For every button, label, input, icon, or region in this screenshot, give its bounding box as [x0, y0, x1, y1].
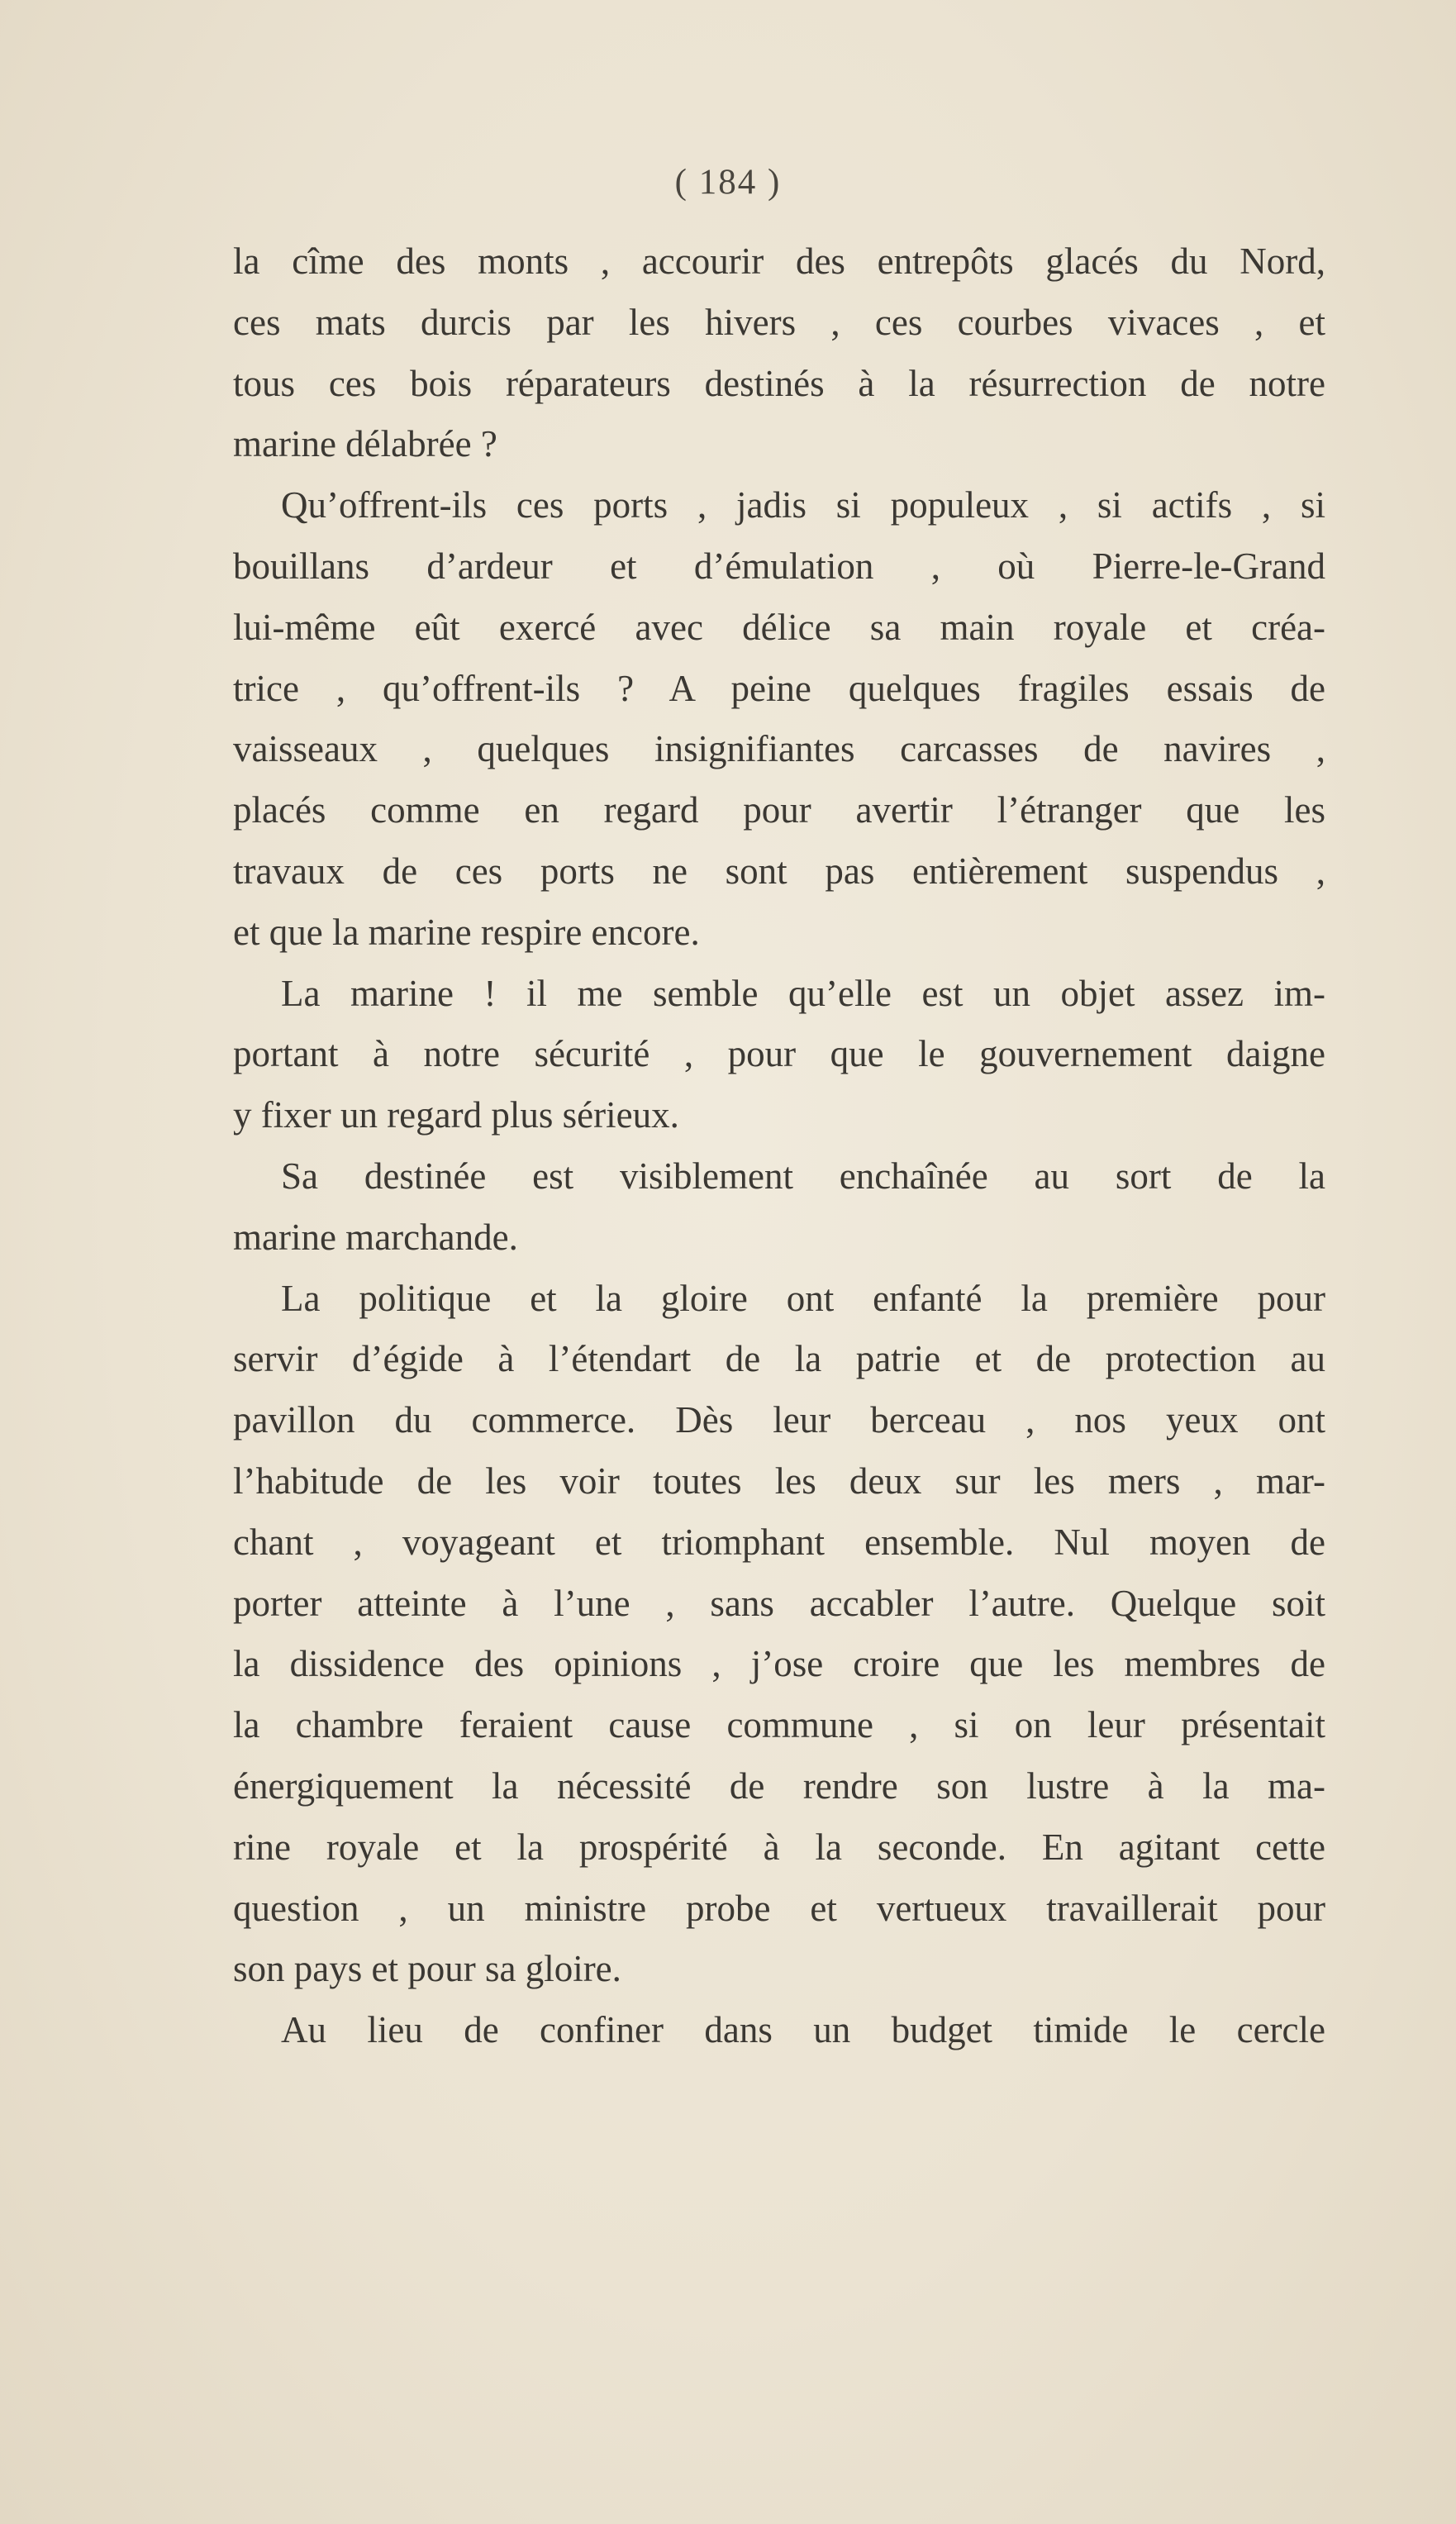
text-line: la dissidence des opinions , j’ose croire que les membres de — [233, 1643, 1325, 1685]
text-line: pavillon du commerce. Dès leur berceau , nos yeux ont — [233, 1399, 1325, 1441]
text-line: ces mats durcis par les hivers , ces courbes vivaces , et — [233, 301, 1325, 343]
text-line: l’habitude de les voir toutes les deux sur les mers , mar- — [233, 1460, 1325, 1502]
text-line: portant à notre sécurité , pour que le gouvernement daigne — [233, 1033, 1325, 1075]
page-number: ( 184 ) — [674, 163, 782, 202]
body-text — [233, 231, 1325, 2061]
text-line: marine délabrée ? — [233, 423, 497, 465]
paragraph-first-line: Qu’offrent-ils ces ports , jadis si populeux , si actifs , si — [281, 484, 1325, 526]
text-line: porter atteinte à l’une , sans accabler l’autre. Quelque soit — [233, 1582, 1325, 1624]
text-line: son pays et pour sa gloire. — [233, 1948, 621, 1990]
text-line: tous ces bois réparateurs destinés à la résurrection de notre — [233, 362, 1325, 404]
text-line: et que la marine respire encore. — [233, 911, 700, 953]
text-line: marine marchande. — [233, 1216, 518, 1258]
paragraph-first-line: Au lieu de confiner dans un budget timide le cercle — [281, 2009, 1325, 2051]
text-line: vaisseaux , quelques insignifiantes carcasses de navires , — [233, 728, 1325, 770]
text-line: lui-même eût exercé avec délice sa main royale et créa- — [233, 606, 1325, 648]
text-line: travaux de ces ports ne sont pas entièrement suspendus , — [233, 850, 1325, 892]
paragraph-first-line: La politique et la gloire ont enfanté la première pour — [281, 1277, 1325, 1319]
text-line: rine royale et la prospérité à la seconde. En agitant cette — [233, 1826, 1325, 1868]
text-line: chant , voyageant et triomphant ensemble. Nul moyen de — [233, 1521, 1325, 1563]
paragraph-first-line: Sa destinée est visiblement enchaînée au sort de la — [281, 1155, 1325, 1197]
text-line: servir d’égide à l’étendart de la patrie et de protection au — [233, 1338, 1325, 1380]
text-line: énergiquement la nécessité de rendre son lustre à la ma- — [233, 1764, 1325, 1807]
text-line: la chambre feraient cause commune , si on leur présentait — [233, 1704, 1325, 1746]
text-line: question , un ministre probe et vertueux travaillerait pour — [233, 1887, 1325, 1929]
text-line: placés comme en regard pour avertir l’étranger que les — [233, 789, 1325, 831]
text-line: y fixer un regard plus sérieux. — [233, 1094, 679, 1136]
text-line: trice , qu’offrent-ils ? A peine quelques fragiles essais de — [233, 667, 1325, 709]
text-line: la cîme des monts , accourir des entrepôts glacés du Nord, — [233, 240, 1325, 282]
text-line: bouillans d’ardeur et d’émulation , où Pierre-le-Grand — [233, 545, 1325, 587]
paragraph-first-line: La marine ! il me semble qu’elle est un objet assez im- — [281, 972, 1325, 1014]
